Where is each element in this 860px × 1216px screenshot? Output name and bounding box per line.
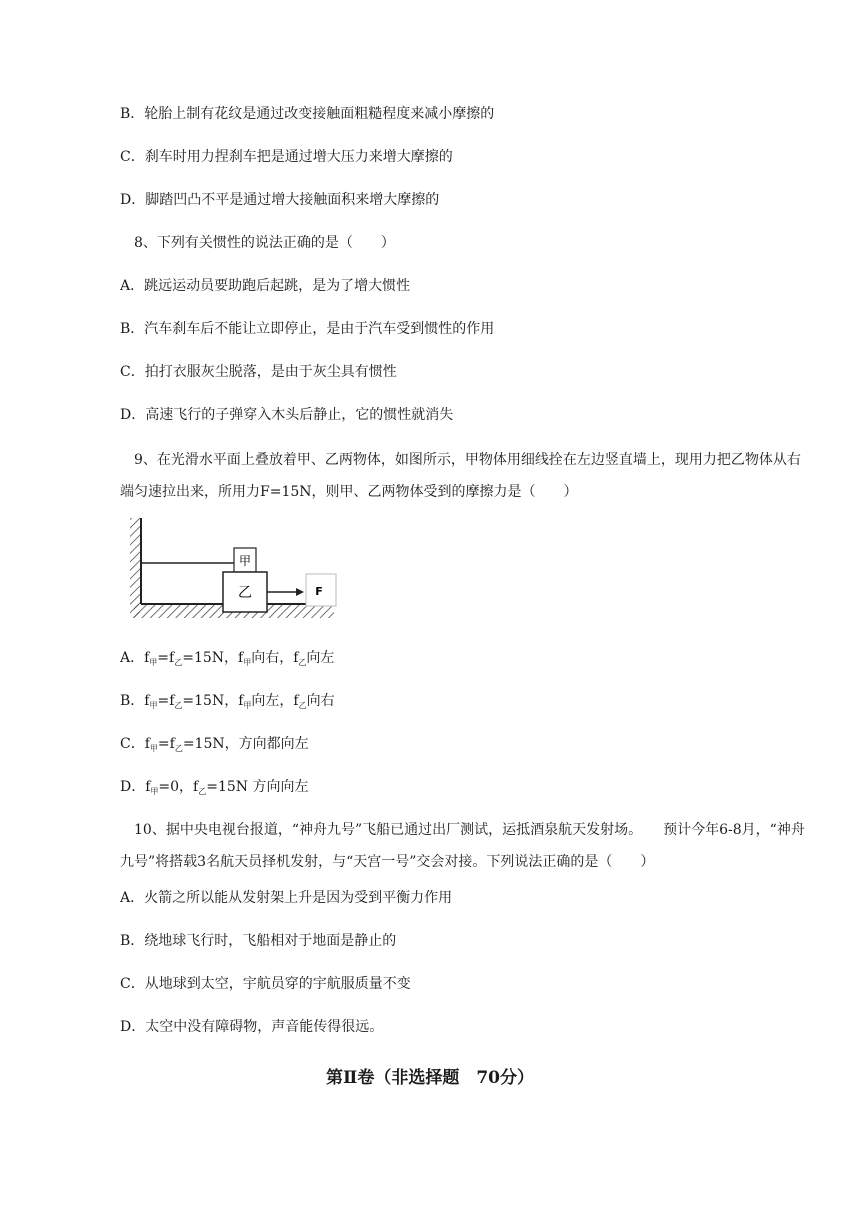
q8-option-a: A．跳远运动员要助跑后起跳，是为了增大惯性 [120,278,411,294]
section-title: 第Ⅱ卷（非选择题 70分） [326,1068,534,1088]
q10-option-a: A．火箭之所以能从发射架上升是因为受到平衡力作用 [120,890,453,906]
block-yi-label: 乙 [238,585,252,601]
q9-option-a: A．$f_甲=f_乙=15N$，$f_甲$向右，$f_乙$向左 [120,650,335,667]
q8-option-b: B．汽车刹车后不能让立即停止，是由于汽车受到惯性的作用 [120,321,495,337]
q9-option-d: D．$f_甲=0$，$f_乙=15N$ 方向向左 [120,779,309,796]
wall-hatch [130,518,140,618]
force-label: F [315,585,323,598]
q9-option-c: C．$f_甲=f_乙=15N$，方向都向左 [120,736,309,753]
q8-option-d: D．高速飞行的子弹穿入木头后静止，它的惯性就消失 [120,407,454,423]
q8-option-c: C．拍打衣服灰尘脱落，是由于灰尘具有惯性 [120,364,397,380]
q8-stem: 8、下列有关惯性的说法正确的是（ ） [134,235,395,251]
q7-option-d: D．脚踏凹凸不平是通过增大接触面积来增大摩擦的 [120,192,440,208]
q7-option-c: C．刹车时用力捏刹车把是通过增大压力来增大摩擦的 [120,149,453,165]
force-arrow-head [296,588,304,596]
q9-stem: 9、在光滑水平面上叠放着甲、乙两物体，如图所示，甲物体用细线拴在左边竖直墙上，现用力把乙物体从右端匀速拉出来，所用力F=15N，则甲、乙两物体受到的摩擦力是（ ） [120,452,801,500]
q10-option-b: B．绕地球飞行时，飞船相对于地面是静止的 [120,933,397,949]
q10-option-d: D．太空中没有障碍物，声音能传得很远。 [120,1019,384,1035]
q9-figure [120,512,350,624]
q7-option-b: B．轮胎上制有花纹是通过改变接触面粗糙程度来减小摩擦的 [120,106,495,122]
q9-option-b: B．$f_甲=f_乙=15N$，$f_甲$向左，$f_乙$向右 [120,693,335,710]
q10-option-c: C．从地球到太空，宇航员穿的宇航服质量不变 [120,976,411,992]
q10-stem: 10、据中央电视台报道，“神舟九号”飞船已通过出厂测试，运抵酒泉航天发射场。 预计今年6-8月，“神舟九号”将搭载3名航天员择机发射，与“天宫一号”交会对接。下列说法正确的是（ ） [120,822,805,870]
block-jia-label: 甲 [238,554,252,568]
